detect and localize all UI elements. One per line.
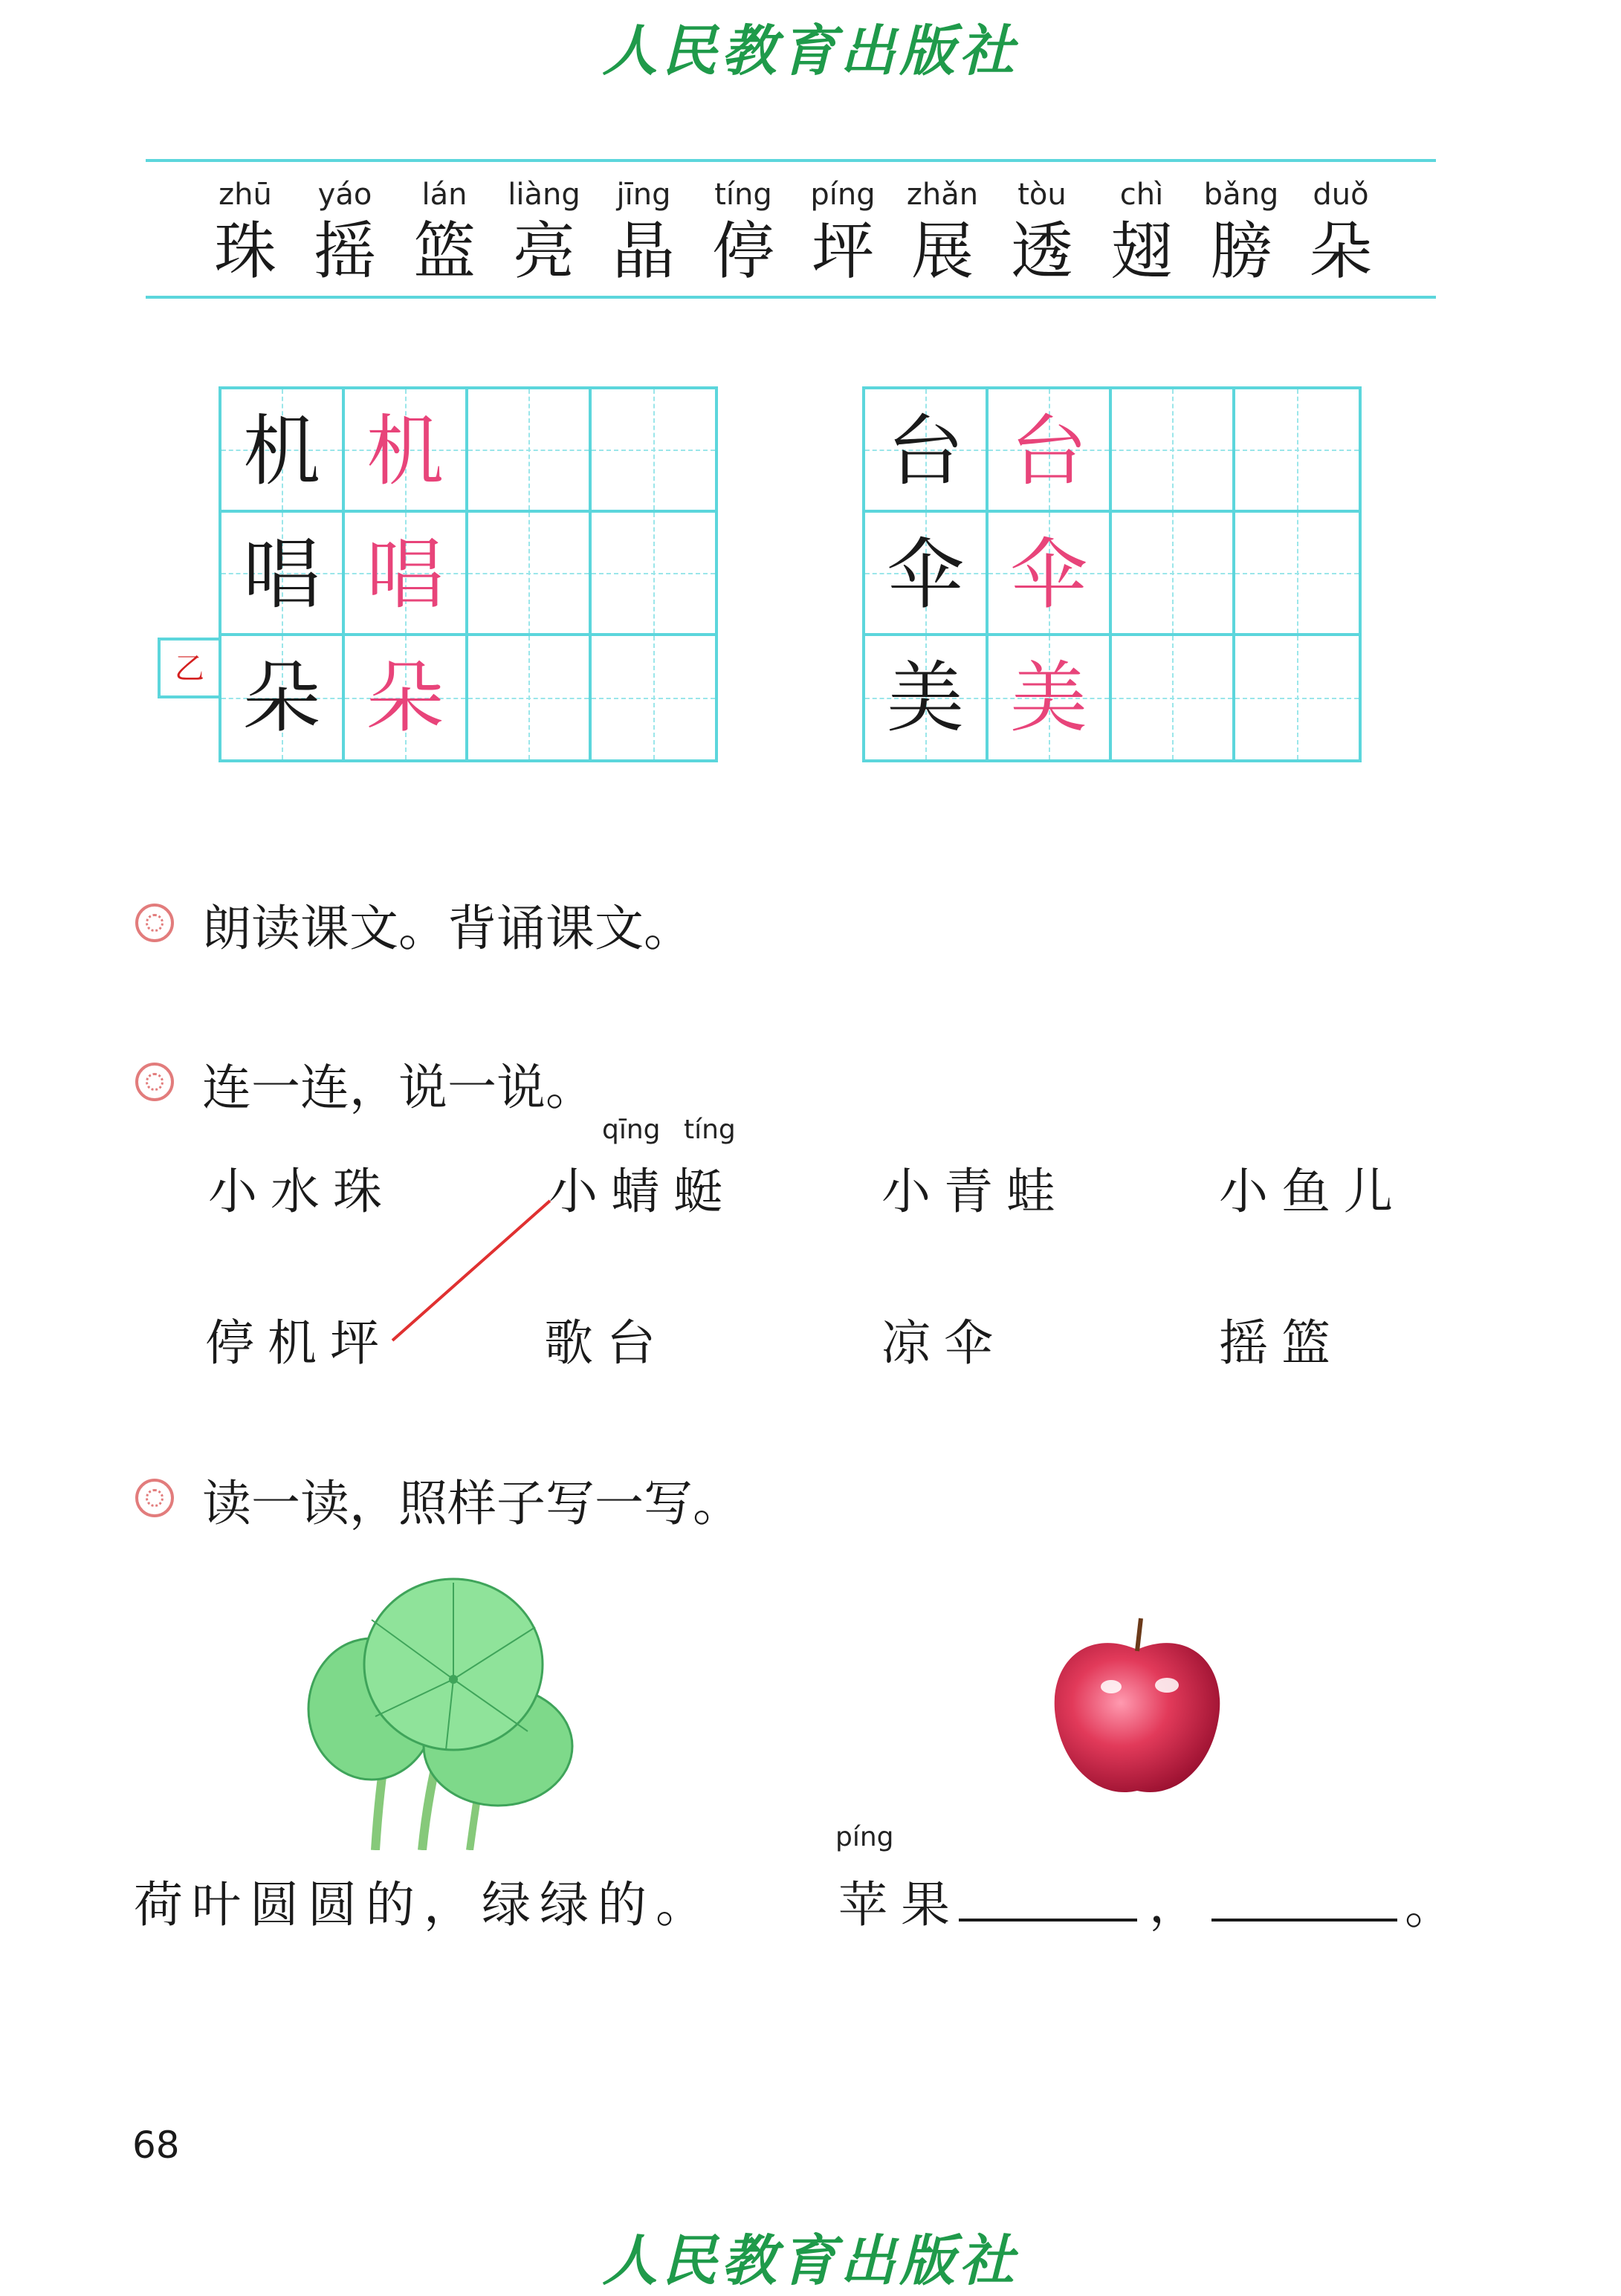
vocab-pinyin: duǒ <box>1313 178 1369 212</box>
vocab-item <box>599 175 688 288</box>
grid-cell-empty[interactable] <box>592 636 715 759</box>
model-char: 朵 <box>242 652 320 743</box>
vocab-char: 亮 <box>512 215 575 288</box>
match-bottom-word[interactable]: 凉伞 <box>881 1314 1006 1372</box>
apple-word: 苹果 <box>838 1876 963 1933</box>
task-bullet-icon <box>135 1479 174 1517</box>
vocab-char: 朵 <box>1309 215 1372 288</box>
grid-cell <box>345 389 468 513</box>
task-bullet-icon <box>135 1063 174 1101</box>
vocab-pinyin: píng <box>810 178 876 212</box>
trace-char: 朵 <box>366 652 444 743</box>
vocab-char: 摇 <box>313 215 376 288</box>
grid-cell <box>221 513 345 636</box>
writing-grid-left <box>219 386 718 762</box>
vocab-pinyin: tòu <box>1017 178 1067 212</box>
match-bottom-word[interactable]: 停机坪 <box>205 1314 392 1372</box>
apple-image <box>1041 1605 1234 1806</box>
match-bottom-word[interactable]: 歌台 <box>544 1314 669 1372</box>
vocab-pinyin: jīng <box>616 178 671 212</box>
match-bottom-word[interactable]: 摇篮 <box>1219 1314 1344 1372</box>
grid-cell-empty[interactable] <box>468 513 592 636</box>
model-char: 伞 <box>886 529 964 620</box>
vocab-char: 篮 <box>412 215 476 288</box>
grid-cell <box>989 513 1112 636</box>
vocab-char: 透 <box>1010 215 1073 288</box>
trace-char: 伞 <box>1009 529 1087 620</box>
vocab-pinyin: zhǎn <box>906 178 979 212</box>
grid-cell-empty[interactable] <box>1112 636 1235 759</box>
grid-cell <box>989 636 1112 759</box>
grid-cell-empty[interactable] <box>468 636 592 759</box>
task-2-instruction: 连一连，说一说。 <box>202 1059 595 1116</box>
vocab-char: 膀 <box>1209 215 1272 288</box>
match-top-word[interactable]: 小蜻蜓 <box>549 1163 736 1220</box>
publisher-header: 人民教育出版社 <box>602 19 1019 83</box>
period-mark: 。 <box>1405 1878 1467 1935</box>
vocab-item <box>400 175 489 288</box>
grid-cell <box>221 389 345 513</box>
grid-cell-empty[interactable] <box>1235 513 1359 636</box>
vocab-pinyin: lán <box>421 178 467 212</box>
model-char: 唱 <box>242 529 320 620</box>
vocab-char: 翅 <box>1110 215 1173 288</box>
grid-cell-empty[interactable] <box>1235 636 1359 759</box>
vocab-item <box>1197 175 1286 288</box>
vocab-item <box>798 175 887 288</box>
grid-cell-empty[interactable] <box>1112 389 1235 513</box>
vocab-item <box>898 175 987 288</box>
vocab-item <box>997 175 1087 288</box>
trace-char: 机 <box>366 406 444 496</box>
vocab-item <box>1296 175 1385 288</box>
vocab-top-rule <box>146 159 1436 162</box>
match-connector-line <box>386 1196 557 1345</box>
vocab-bottom-rule <box>146 296 1436 299</box>
grid-cell-empty[interactable] <box>592 389 715 513</box>
vocab-pinyin: chì <box>1119 178 1164 212</box>
vocab-pinyin: tíng <box>714 178 772 212</box>
vocab-item <box>499 175 589 288</box>
grid-cell <box>221 636 345 759</box>
match-top-word[interactable]: 小鱼儿 <box>1219 1163 1406 1220</box>
vocab-row <box>201 175 1390 294</box>
vocab-pinyin: yáo <box>317 178 372 212</box>
page-number: 68 <box>132 2124 180 2167</box>
example-sentence: 荷叶圆圆的，绿绿的。 <box>134 1876 714 1933</box>
model-char: 台 <box>886 406 964 496</box>
grid-cell <box>865 513 989 636</box>
comma-mark: ， <box>1149 1876 1211 1933</box>
vocab-item <box>1097 175 1186 288</box>
trace-char: 美 <box>1009 652 1087 743</box>
model-char: 机 <box>242 406 320 496</box>
match-top-word[interactable]: 小水珠 <box>208 1163 395 1220</box>
task-bullet-icon <box>135 904 174 942</box>
grid-cell <box>989 389 1112 513</box>
writing-grid-right <box>862 386 1362 762</box>
grid-cell <box>865 389 989 513</box>
vocab-item <box>201 175 290 288</box>
vocab-item <box>300 175 389 288</box>
vocab-pinyin: zhū <box>219 178 272 212</box>
apple-pinyin: píng <box>835 1822 894 1852</box>
answer-blank-2[interactable] <box>1211 1919 1397 1922</box>
match-pinyin: qīng tíng <box>602 1115 736 1145</box>
task-3-instruction: 读一读，照样子写一写。 <box>202 1475 742 1532</box>
vocab-pinyin: bǎng <box>1203 178 1279 212</box>
vocab-char: 坪 <box>811 215 874 288</box>
vocab-char: 停 <box>711 215 774 288</box>
grid-cell <box>345 513 468 636</box>
grid-cell <box>345 636 468 759</box>
grid-cell-empty[interactable] <box>1112 513 1235 636</box>
task-1-instruction: 朗读课文。背诵课文。 <box>202 900 693 957</box>
grid-cell-empty[interactable] <box>592 513 715 636</box>
trace-char: 台 <box>1009 406 1087 496</box>
grid-cell <box>865 636 989 759</box>
stroke-hint: 乙 <box>158 638 219 698</box>
vocab-char: 展 <box>910 215 974 288</box>
model-char: 美 <box>886 652 964 743</box>
vocab-item <box>699 175 788 288</box>
lotus-leaf-image <box>305 1568 580 1850</box>
trace-char: 唱 <box>366 529 444 620</box>
vocab-char: 珠 <box>213 215 276 288</box>
grid-cell-empty[interactable] <box>468 389 592 513</box>
answer-blank-1[interactable] <box>959 1919 1137 1922</box>
vocab-pinyin: liàng <box>508 178 580 212</box>
match-top-word[interactable]: 小青蛙 <box>881 1163 1069 1220</box>
publisher-footer: 人民教育出版社 <box>602 2229 1019 2293</box>
vocab-char: 晶 <box>612 215 675 288</box>
grid-cell-empty[interactable] <box>1235 389 1359 513</box>
